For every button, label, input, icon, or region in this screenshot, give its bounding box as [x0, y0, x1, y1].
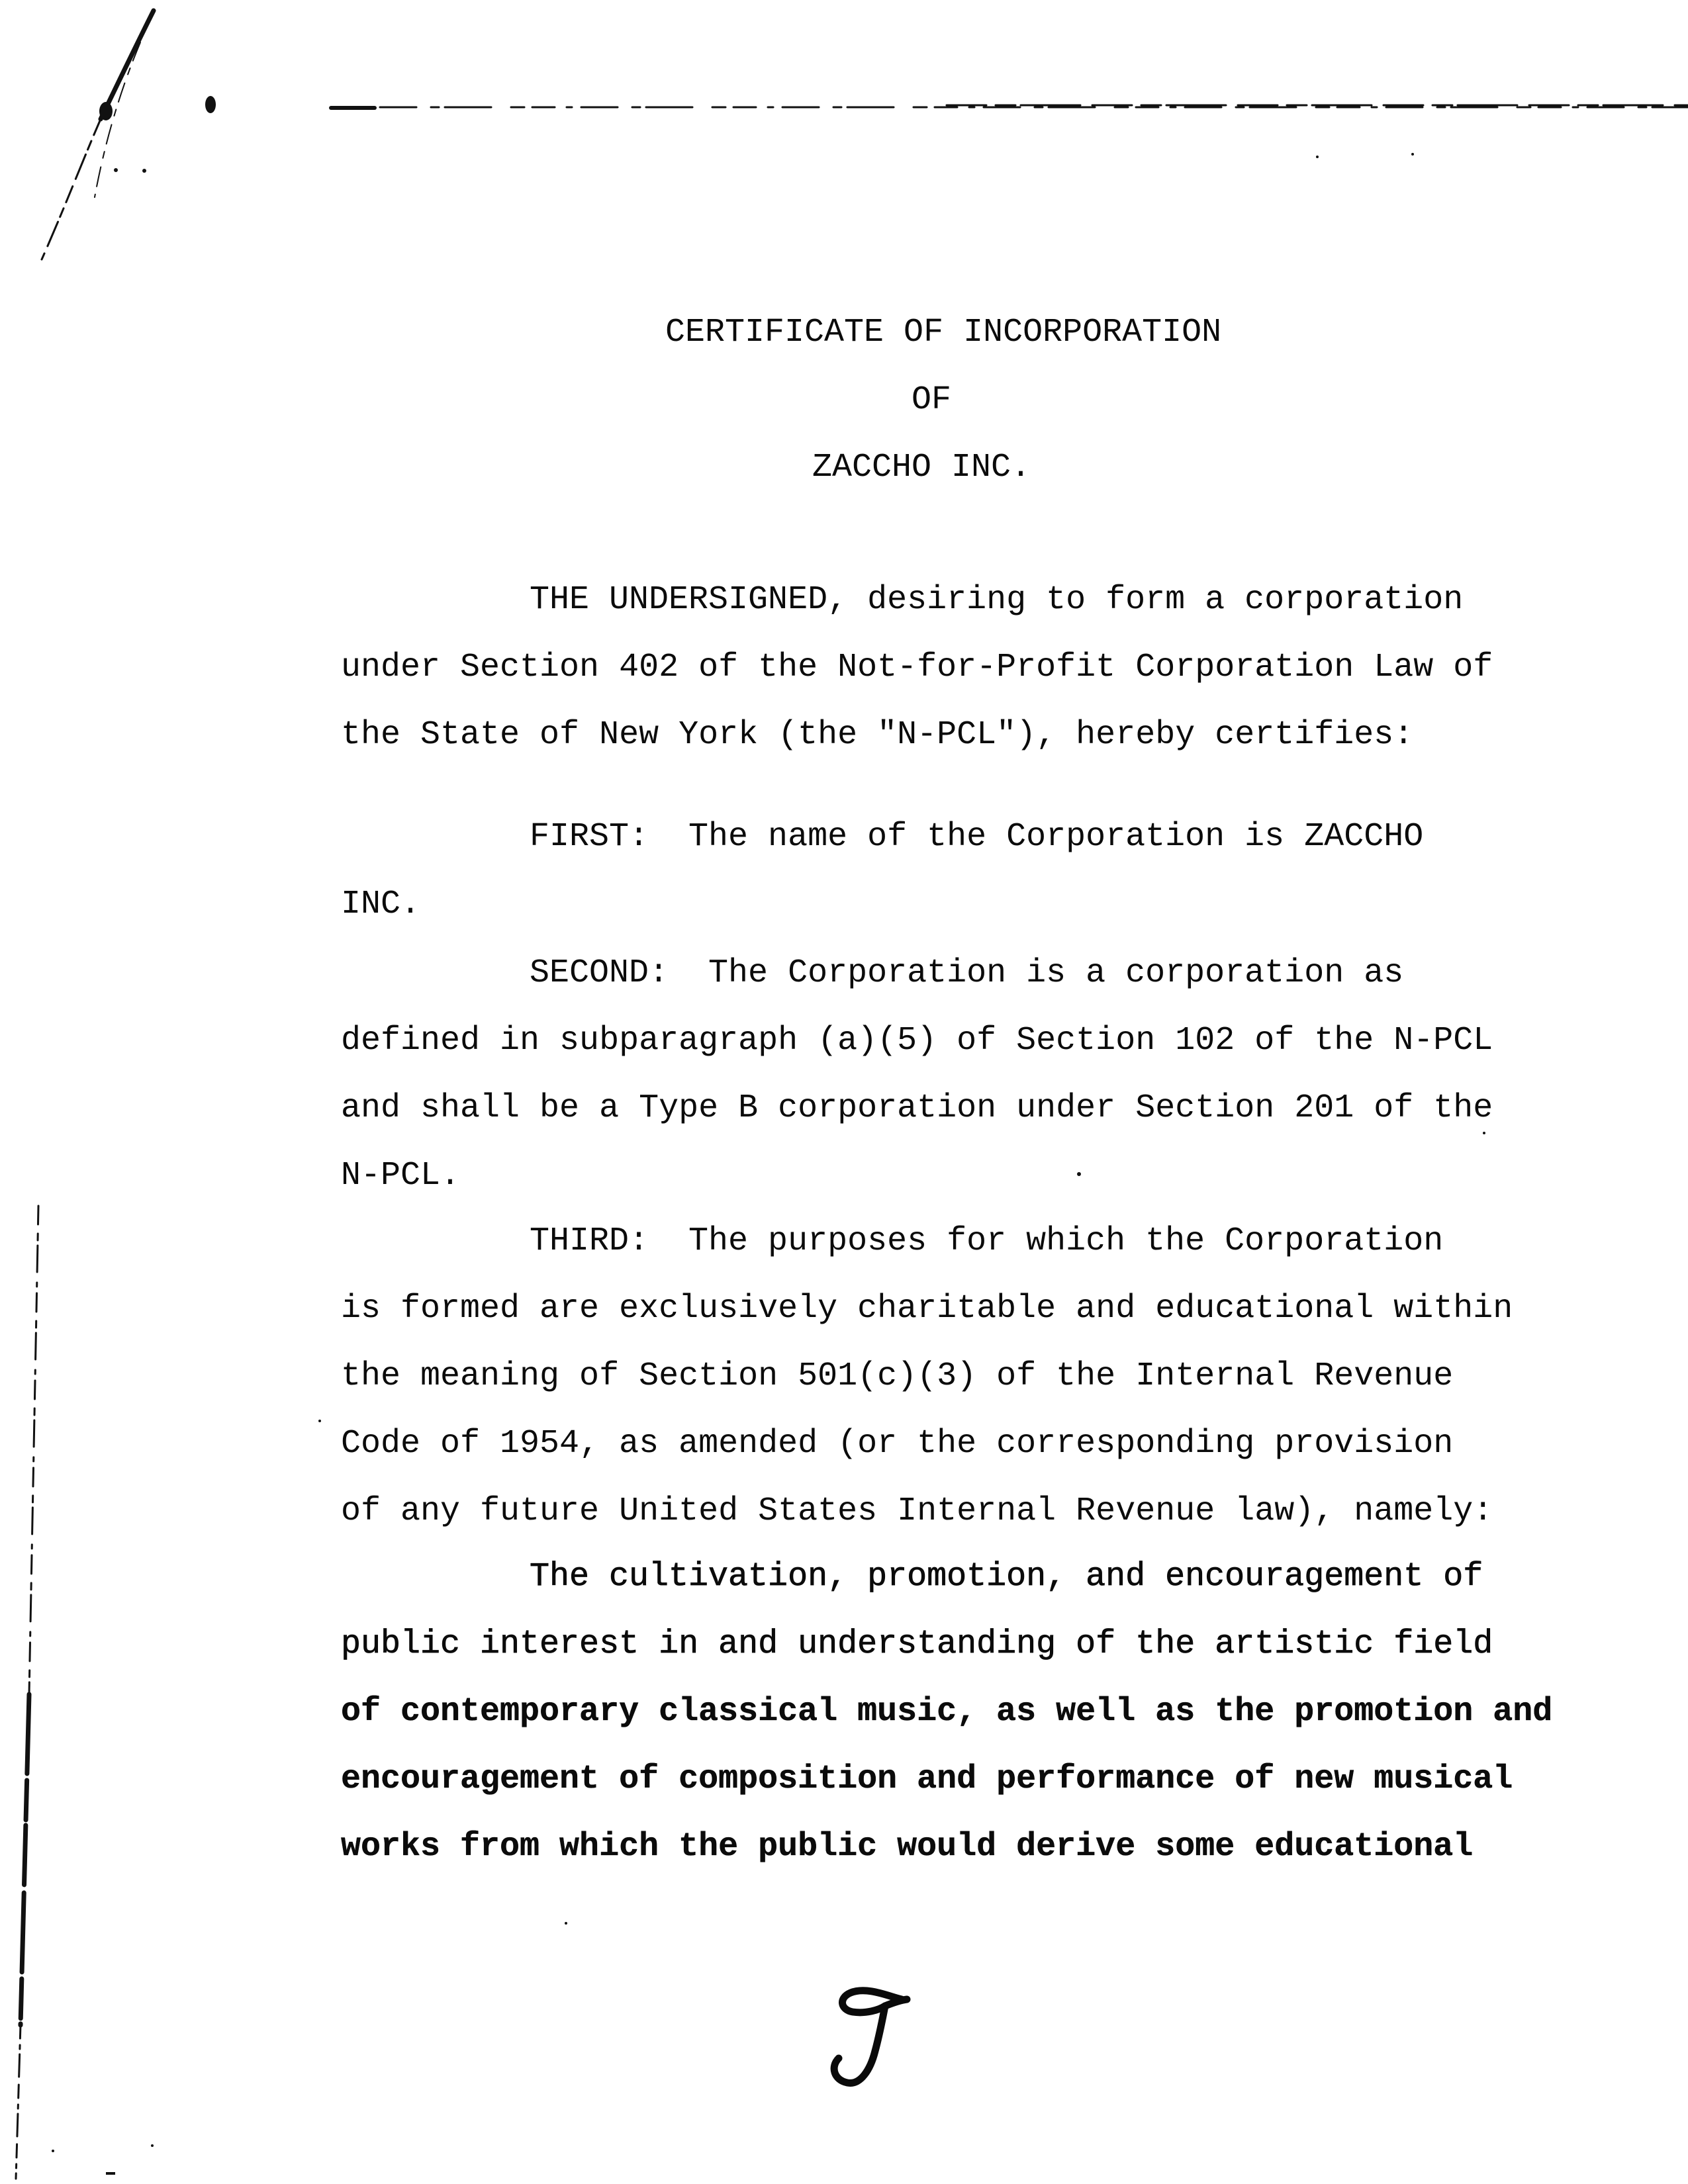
text-line: works from which the public would derive some educational [341, 1828, 1474, 1866]
text-line: encouragement of composition and performance of new musical [341, 1760, 1513, 1798]
speck [106, 2172, 115, 2175]
handwritten-page-number [821, 1982, 920, 2101]
diagonal-mark [101, 11, 154, 119]
text-line: and shall be a Type B corporation under Section 201 of the [341, 1089, 1493, 1127]
speck [1483, 1132, 1485, 1134]
left-edge-line-mid [21, 1694, 29, 2025]
text-line: under Section 402 of the Not-for-Profit Corporation Law of [341, 649, 1493, 686]
speck [318, 1420, 321, 1422]
text-line: SECOND: The Corporation is a corporation as [530, 954, 1404, 992]
text-line: N-PCL. [341, 1157, 461, 1195]
text-line: is formed are exclusively charitable and educational within [341, 1290, 1513, 1328]
document-title-company: ZACCHO INC. [812, 449, 1031, 486]
speck [142, 169, 146, 173]
speck [1411, 153, 1414, 156]
document-title: CERTIFICATE OF INCORPORATION [665, 314, 1222, 351]
speck [151, 2144, 154, 2147]
text-line: of any future United States Internal Revenue law), namely: [341, 1492, 1493, 1530]
diagonal-mark-parallel [95, 42, 140, 197]
speck [1316, 156, 1319, 158]
left-edge-line-bottom [16, 2025, 21, 2179]
text-line: THIRD: The purposes for which the Corporation [530, 1222, 1444, 1260]
document-title-of: OF [912, 381, 952, 419]
text-line: FIRST: The name of the Corporation is ZACCHO [530, 818, 1424, 856]
speck [565, 1922, 567, 1925]
text-line: of contemporary classical music, as well as the promotion and [341, 1693, 1553, 1731]
text-line: THE UNDERSIGNED, desiring to form a corporation [530, 581, 1464, 619]
text-line: public interest in and understanding of the artistic field [341, 1625, 1493, 1663]
speck [114, 168, 118, 172]
left-edge-line-top [29, 1206, 38, 1694]
text-line: The cultivation, promotion, and encouragement of [530, 1558, 1483, 1596]
text-line: the meaning of Section 501(c)(3) of the Internal Revenue [341, 1357, 1454, 1395]
diagonal-mark-lower [42, 119, 101, 259]
text-line: INC. [341, 886, 421, 923]
text-line: Code of 1954, as amended (or the corresponding provision [341, 1425, 1454, 1463]
text-line: defined in subparagraph (a)(5) of Section 102 of the N-PCL [341, 1022, 1493, 1060]
speck [52, 2150, 54, 2152]
ink-blob [99, 102, 113, 120]
text-line: the State of New York (the "N-PCL"), hereby certifies: [341, 716, 1414, 754]
ink-blob [205, 96, 216, 113]
speck [1077, 1172, 1081, 1176]
